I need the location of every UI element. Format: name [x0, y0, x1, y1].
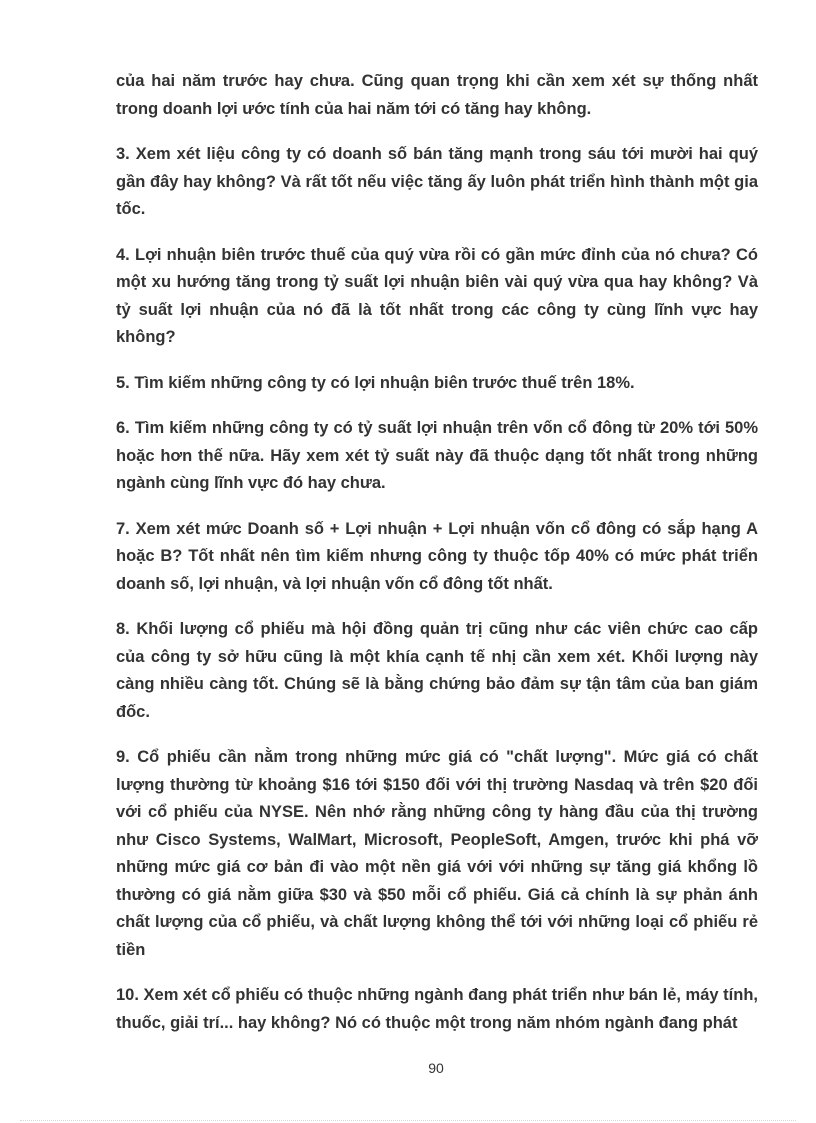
- paragraph-item-10: 10. Xem xét cổ phiếu có thuộc những ngành đang phát triển như bán lẻ, máy tính, thuốc, giải trí... hay không? Nó có thuộc một trong năm nhóm ngành đang phát: [116, 986, 758, 1032]
- page-number: 90: [428, 1060, 444, 1076]
- paragraph-item-5: 5. Tìm kiếm những công ty có lợi nhuận biên trước thuế trên 18%.: [116, 373, 635, 392]
- bottom-divider: [20, 1120, 796, 1121]
- paragraph-item-8: 8. Khối lượng cổ phiếu mà hội đồng quản trị cũng như các viên chức cao cấp của công ty sở hữu cũng là một khía cạnh tế nhị cần xem xét. Khối lượng này càng nhiều càng tốt. Chúng sẽ là bằng chứng bảo đảm sự tận tâm của ban giám đốc.: [116, 620, 758, 721]
- paragraph-item-3: 3. Xem xét liệu công ty có doanh số bán tăng mạnh trong sáu tới mười hai quý gần đây hay không? Và rất tốt nếu việc tăng ấy luôn phát triển hình thành một gia tốc.: [116, 145, 758, 218]
- paragraph-continuation: của hai năm trước hay chưa. Cũng quan trọng khi cần xem xét sự thống nhất trong doanh lợi ước tính của hai năm tới có tăng hay không.: [116, 72, 758, 118]
- page-body: [116, 68, 758, 1055]
- paragraph-item-6: 6. Tìm kiếm những công ty có tỷ suất lợi nhuận trên vốn cổ đông từ 20% tới 50% hoặc hơn thế nữa. Hãy xem xét tỷ suất này đã thuộc dạng tốt nhất trong những ngành cùng lĩnh vực đó hay chưa.: [116, 419, 758, 492]
- paragraph-item-4: 4. Lợi nhuận biên trước thuế của quý vừa rồi có gần mức đỉnh của nó chưa? Có một xu hướng tăng trong tỷ suất lợi nhuận biên vài quý vừa qua hay không? Và tỷ suất lợi nhuận của nó đã là tốt nhất trong các công ty cùng lĩnh vực hay không?: [116, 245, 758, 346]
- paragraph-item-7: 7. Xem xét mức Doanh số + Lợi nhuận + Lợi nhuận vốn cổ đông có sắp hạng A hoặc B? Tốt nhất nên tìm kiếm nhưng công ty thuộc tốp 40% có mức phát triển doanh số, lợi nhuận, và lợi nhuận vốn cổ đông tốt nhất.: [116, 519, 758, 593]
- paragraph-item-9: 9. Cổ phiếu cần nằm trong những mức giá có "chất lượng". Mức giá có chất lượng thường từ khoảng $16 tới $150 đối với thị trường Nasdaq và trên $20 đối với cổ phiếu của NYSE. Nên nhớ rằng những công ty hàng đầu của thị trường như Cisco Systems, WalMart, Microsoft, PeopleSoft, Amgen, trước khi phá vỡ những mức giá cơ bản đi vào một nền giá với với những sự tăng giá khổng lồ thường có giá nằm giữa $30 và $50 mỗi cổ phiếu. Giá cả chính là sự phản ánh chất lượng của cổ phiếu, và chất lượng không thể tới với những loại cổ phiếu rẻ tiền: [116, 748, 758, 959]
